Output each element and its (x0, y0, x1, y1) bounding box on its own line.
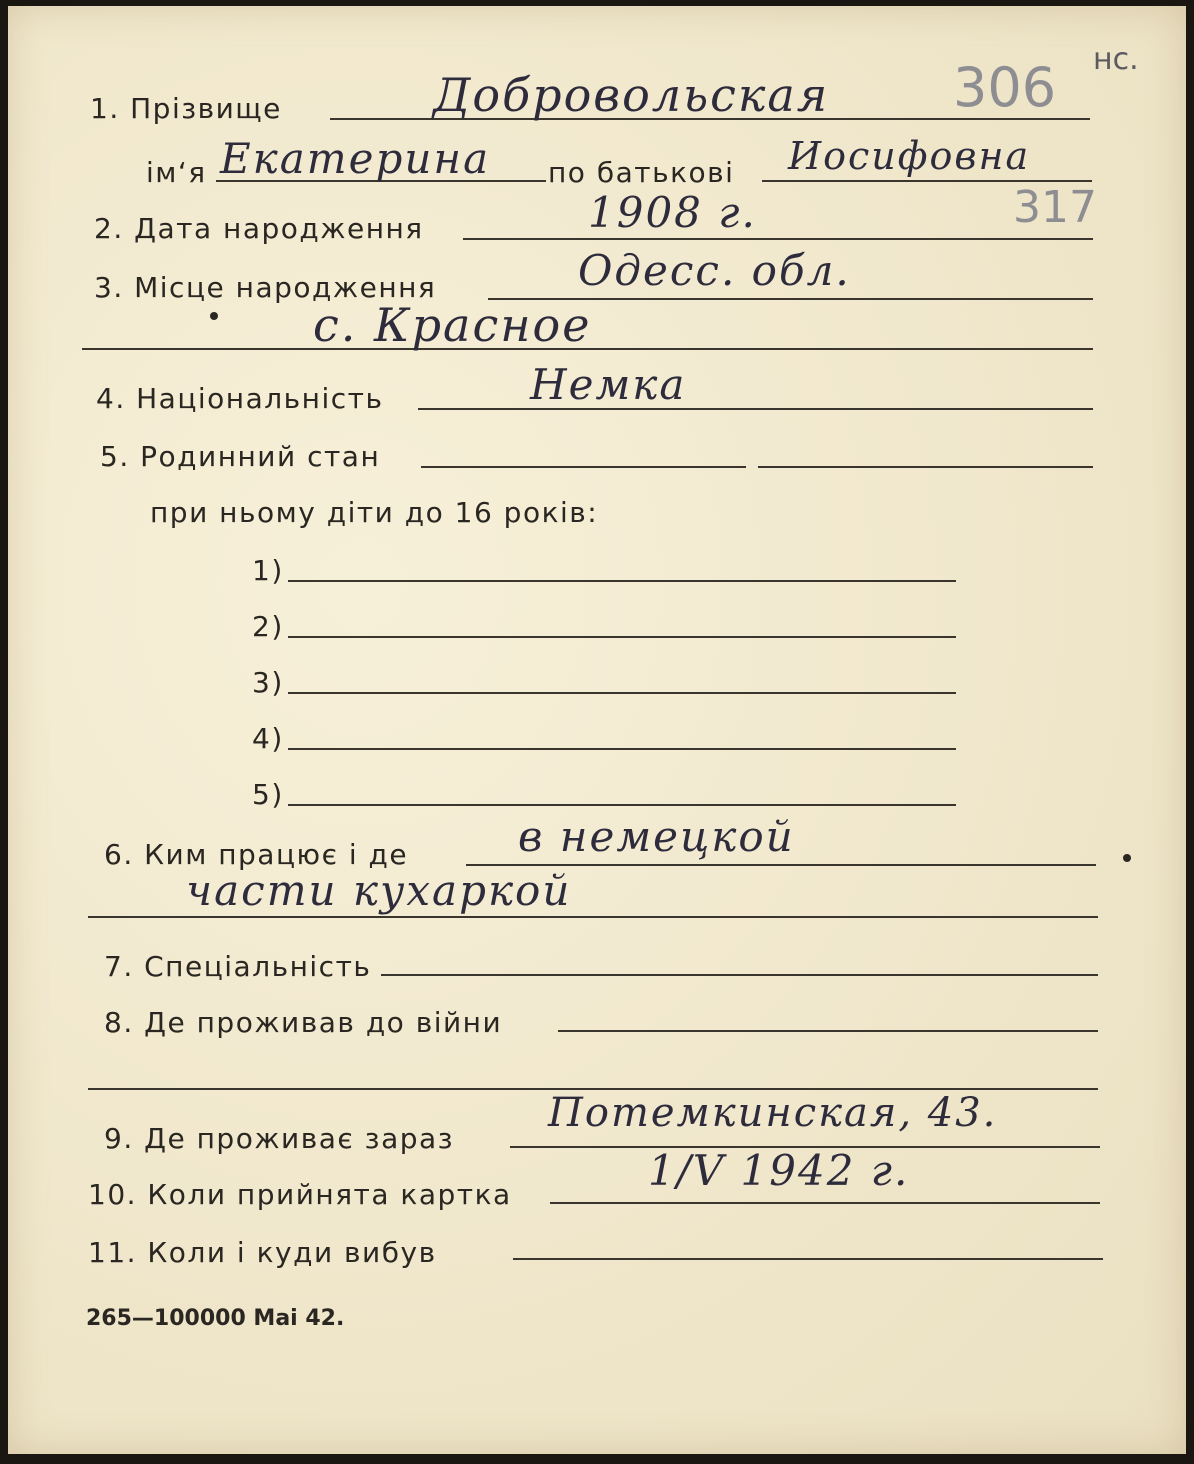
line-child-1 (288, 580, 956, 582)
label-surname: 1. Прізвище (90, 92, 282, 125)
value-nationality: Немка (530, 360, 687, 409)
line-child-3 (288, 692, 956, 694)
line-child-5 (288, 804, 956, 806)
line-specialty (381, 974, 1098, 976)
label-specialty: 7. Спеціальність (104, 950, 372, 983)
child-num-2: 2) (252, 610, 284, 643)
label-birth-place: 3. Місце народження (94, 271, 437, 304)
label-current-residence: 9. Де проживає зараз (104, 1122, 455, 1155)
label-prewar-residence: 8. Де проживав до війни (104, 1006, 503, 1039)
label-name: ім‘я (146, 156, 207, 189)
child-num-4: 4) (252, 722, 284, 755)
ink-dot (1123, 854, 1131, 862)
line-prewar-residence-1 (558, 1030, 1098, 1032)
value-patronymic: Иосифовна (788, 134, 1031, 178)
label-work: 6. Ким працює і де (104, 838, 409, 871)
line-child-4 (288, 748, 956, 750)
value-work-1: в немецкой (518, 812, 795, 861)
label-patronymic: по батькові (548, 156, 735, 189)
line-departure (513, 1258, 1103, 1260)
line-card-date (550, 1202, 1100, 1204)
value-surname: Добровольская (433, 68, 830, 122)
value-name: Екатерина (220, 134, 491, 183)
print-code: 265—100000 Mai 42. (86, 1306, 345, 1331)
line-work-2 (88, 916, 1098, 918)
child-num-5: 5) (252, 778, 284, 811)
value-birth-place-2: с. Красное (313, 298, 592, 352)
label-nationality: 4. Національність (96, 382, 384, 415)
label-marital-status: 5. Родинний стан (100, 440, 381, 473)
child-num-1: 1) (252, 554, 284, 587)
value-work-2: части кухаркой (186, 866, 572, 915)
value-card-date: 1/V 1942 г. (648, 1146, 910, 1195)
label-birth-date: 2. Дата народження (94, 212, 424, 245)
line-child-2 (288, 636, 956, 638)
child-num-3: 3) (252, 666, 284, 699)
value-birth-date: 1908 г. (588, 188, 757, 237)
line-marital-status-a (421, 466, 746, 468)
line-marital-status-b (758, 466, 1093, 468)
label-children: при ньому діти до 16 років: (150, 496, 599, 529)
line-nationality (418, 408, 1093, 410)
pencil-abbr: нс. (1093, 42, 1139, 77)
value-current-residence: Потемкинская, 43. (548, 1090, 998, 1136)
value-birth-place-1: Одесс. обл. (578, 246, 851, 295)
label-card-date: 10. Коли прийнята картка (88, 1178, 512, 1211)
pencil-number-1: 306 (953, 56, 1057, 119)
registration-card (8, 6, 1186, 1454)
ink-mark (210, 312, 218, 320)
label-departure: 11. Коли і куди вибув (88, 1236, 437, 1269)
line-birth-date (463, 238, 1093, 240)
pencil-number-2: 317 (1013, 182, 1097, 233)
